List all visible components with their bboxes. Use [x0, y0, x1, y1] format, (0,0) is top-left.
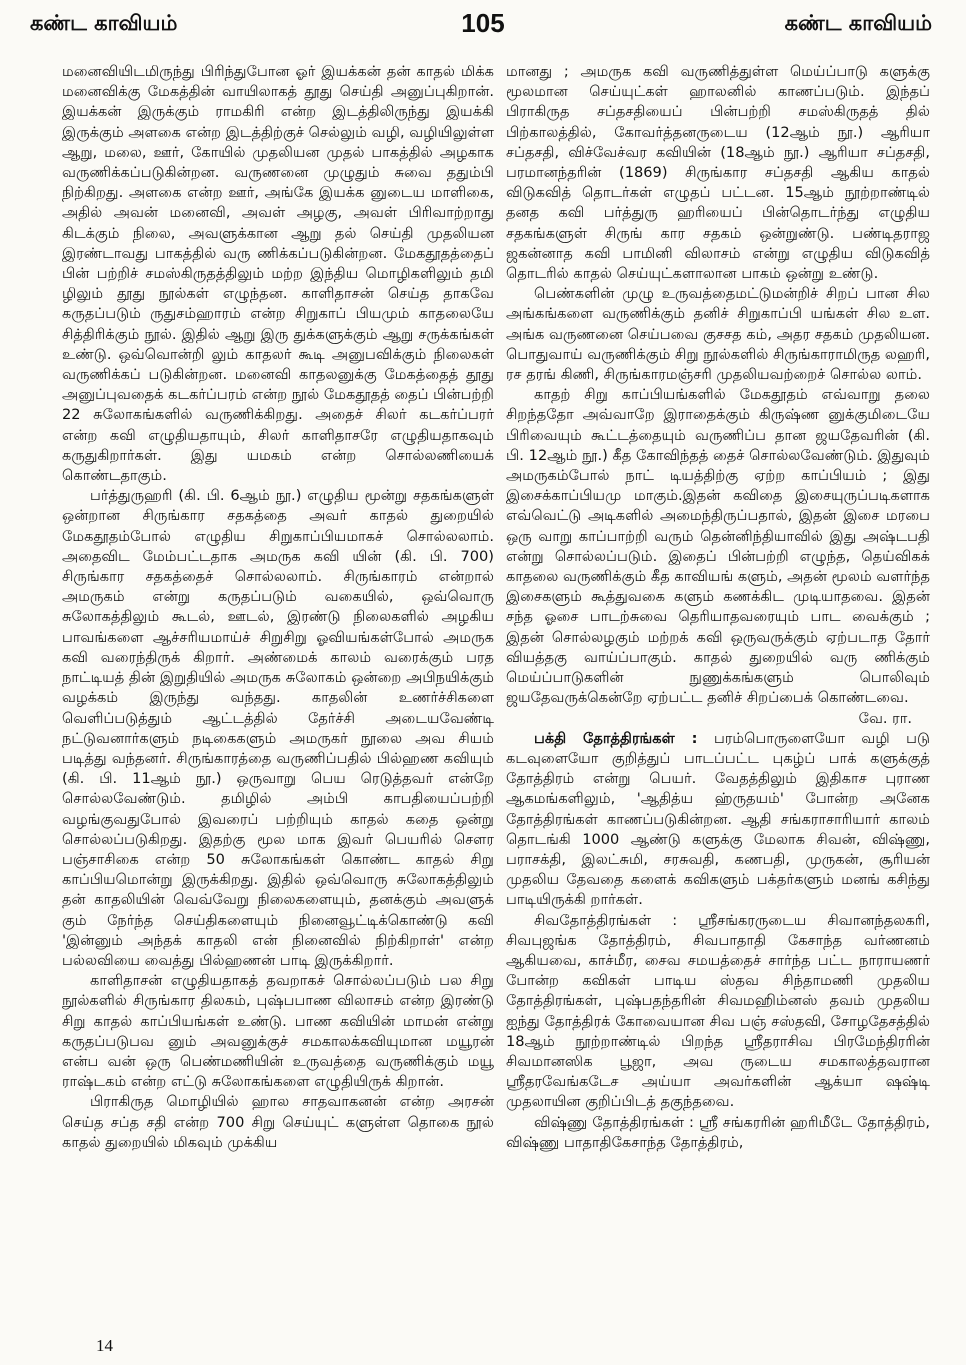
section-paragraph	[506, 729, 930, 911]
paragraph: மானது ; அமருக கவி வருணித்துள்ள மெய்ப்பாடு களுக்கு மூலமான செய்யுட்கள் ஹாலனில் காணப்படும். இந்தப் பிராகிருத சப்தசதியைப் பின்பற்றி சமஸ்கிருதத் தில் பிற்காலத்தில், கோவர்த்தனருடைய (12ஆம் நூ.) ஆரியா சப்தசதி, விச்வேச்வர கவியின் (18ஆம் நூ.) ஆரியா சப்தசதி, பரமானந்தரின் (1869) சிருங்கார சப்தசதி ஆகிய காதல் விடுகவித் தொடர்கள் எழுதப் பட்டன. 15ஆம் நூற்றாண்டில் தனத கவி பர்த்துரு ஹரியைப் பின்தொடர்ந்து எழுதிய சதகங்களுள் சிருங் கார சதகம் ஒன்றுண்டு. பண்டிதராஜ ஜகன்னாத கவி பாமினி விலாசம் என்று எழுதிய விடுகவித் தொடரில் காதல் செய்யுட்களாலான பாகம் ஒன்று உண்டு.	[506, 63, 930, 283]
left-column	[62, 62, 494, 1324]
paragraph: பர்த்துருஹரி (கி. பி. 6ஆம் நூ.) எழுதிய மூன்று சதகங்களுள் ஒன்றான சிருங்கார சதகத்தை அவர் காதல் துறையில் மேகதூதம்போல் எழுதிய சிறுகாப்பியமாகச் சொல்லலாம். அதைவிட மேம்பட்டதாக அமருக கவி யின் (கி. பி. 700) சிருங்கார சதகத்தைச் சொல்லலாம். சிருங்காரம் என்றால் அமருகம் என்று கருதப்படும் வகையில், ஒவ்வொரு சுலோகத்திலும் கூடல், ஊடல், இரண்டு நிலைகளில் அழகிய பாவங்களை ஆச்சரியமாய்ச் சிறுசிறு ஓவியங்கள்போல் அமருக கவி வரைந்திருக் கிறார். அண்மைக் காலம் வரைக்கும் பரத நாட்டியத் தின் இறுதியில் அமருக சுலோகம் ஒன்றை அபிநயிக்கும் வழக்கம் இருந்து வந்தது. காதலின் உணர்ச்சிகளை வெளிப்படுத்தும் ஆட்டத்தில் தேர்ச்சி அடையவேண்டி நட்டுவனார்களும் நடிகைகளும் அமருகர் நூலை அவ சியம் படித்து வந்தனர். சிருங்காரத்தை வருணிப்பதில் பில்ஹண கவியும் (கி. பி. 11ஆம் நூ.) ஒருவாறு பெய ரெடுத்தவர் என்றே சொல்லவேண்டும். தமிழில் அம்பி காபதியைப்பற்றி வழங்குவதுபோல் இவரைப் பற்றியும் காதல் கதை ஒன்று சொல்லப்படுகிறது. இதற்கு மூல மாக இவர் பெயரில் சௌர பஞ்சாசிகை என்ற 50 சுலோகங்கள் கொண்ட காதல் சிறு காப்பியமொன்று இருக்கிறது. இதில் ஒவ்வொரு சுலோகத்திலும் தன் காதலியின் வெவ்வேறு நிலைகளையும், தனக்கும் அவளுக் கும் நேர்ந்த செய்திகளையும் நினைவூட்டிக்கொண்டு கவி 'இன்னும் அந்தக் காதலி என் நினைவில் நிற்கிறாள்' என்ற பல்லவியை வைத்து பில்ஹணன் பாடி இருக்கிறார்.	[62, 487, 494, 969]
paragraph: காளிதாசன் எழுதியதாகத் தவறாகச் சொல்லப்படும் பல சிறு நூல்களில் சிருங்கார திலகம், புஷ்பபாண விலாசம் என்ற இரண்டு சிறு காதல் காப்பியங்கள் உண்டு. பாண கவியின் மாமன் என்று கருதப்படுபவ னும் அவனுக்குச் சமகாலக்கவியுமான மயூரன் என்ப வன் ஒரு பெண்மணியின் உருவத்தை வருணிக்கும் மயூ ராஷ்டகம் என்ற எட்டு சுலோகங்களை எழுதியிருக் கிறான்.	[62, 972, 494, 1091]
paragraph: சிவதோத்திரங்கள் : ஸ்ரீசங்கரருடைய சிவானந்தலகரி, சிவபுஜங்க தோத்திரம், சிவபாதாதி கேசாந்த வர்ணனம் ஆகியவை, காச்மீர, சைவ சமயத்தைச் சார்ந்த பட்ட நாராயணர் போன்ற கவிகள் பாடிய ஸ்தவ சிந்தாமணி முதலிய தோத்திரங்கள், புஷ்பதந்தரின் சிவமஹிம்னஸ் தவம் முதலிய ஐந்து தோத்திரக் கோவையான சிவ பஞ் சஸ்தவி, சோழதேசத்தில் 18ஆம் நூற்றாண்டில் பிறந்த ஸ்ரீதராசிவ பிரமேந்திரரின் சிவமானஸிக பூஜா, அவ ருடைய சமகாலத்தவரான ஸ்ரீதரவேங்கடேச அய்யா அவர்களின் ஆக்யா ஷஷ்டி முதலாயின குறிப்பிடத் தகுந்தவை.	[506, 911, 930, 1111]
paragraph: காதற் சிறு காப்பியங்களில் மேகதூதம் எவ்வாறு தலை சிறந்ததோ அவ்வாறே இராதைக்கும் கிருஷ்ண னுக்குமிடையே பிரிவையும் கூட்டத்தையும் வருணிப்ப தான ஜயதேவரின் (கி. பி. 12ஆம் நூ.) கீத கோவிந்தத் தைச் சொல்லவேண்டும். இதுவும் அமருகம்போல் நாட் டியத்திற்கு ஏற்ற காப்பியம் ; இது இசைக்காப்பியமு மாகும்.இதன் கவிதை இசையுருப்படிகளாக எவ்வெட்டு அடிகளில் அமைந்திருப்பதால், இதன் இசை மரபை ஒரு வாறு காப்பாற்றி வரும் தென்னிந்தியாவில் இது அஷ்டபதி என்று சொல்லப்படும். இதைப் பின்பற்றி எழுந்த, தெய்விகக் காதலை வருணிக்கும் கீத காவியங் களும், அதன் மூலம் வளர்ந்த இசைகளும் கூத்துவகை களும் கணக்கிட முடியாதவை. இதன் சந்த ஓசை பாடற்சுவை தெரியாதவரையும் பாட வைக்கும் ; இதன் சொல்லழகும் மற்றக் கவி ஒருவருக்கும் ஏற்படாத தோர் வியத்தகு வாய்ப்பாகும். காதல் துறையில் வரு ணிக்கும் மெய்ப்பாடுகளின் நுணுக்கங்களும் பொலிவும் ஜயதேவருக்கென்றே ஏற்பட்ட தனிச் சிறப்பைக் கொண்டவை.	[506, 386, 930, 707]
header-right-title: கண்ட காவியம்	[784, 10, 932, 35]
page-header	[0, 8, 966, 48]
page-number: 105	[461, 8, 505, 38]
author-signature: வே. ரா.	[858, 709, 912, 727]
paragraph: பிராகிருத மொழியில் ஹால சாதவாகனன் என்ற அரசன் செய்த சப்த சதி என்ற 700 சிறு செய்யுட் களுள்ள தொகை நூல் காதல் துறையில் மிகவும் முக்கிய	[62, 1093, 494, 1151]
right-column	[506, 62, 930, 1324]
header-left-title: கண்ட காவியம்	[30, 10, 178, 35]
paragraph-text: பரம்பொருளையோ வழி படு கடவுளையோ குறித்துப் பாடப்பட்ட புகழ்ப் பாக் களுக்குத் தோத்திரம் என்று பெயர். வேதத்திலும் இதிகாச புராண ஆகமங்களிலும், 'ஆதித்ய ஹ்ருதயம்' போன்ற அனேக தோத்திரங்கள் காணப்படுகின்றன. ஆதி சங்கராசாரியார் காலம் தொடங்கி 1000 ஆண்டு களுக்கு மேலாக சிவன், விஷ்ணு, பராசக்தி, இலட்சுமி, சரசுவதி, கணபதி, முருகன், சூரியன் முதலிய தேவதை களைக் கவிகளும் பக்தர்களும் மனங் கசிந்து பாடியிருக்கி றார்கள்.	[506, 729, 930, 909]
paragraph: விஷ்ணு தோத்திரங்கள் : ஸ்ரீ சங்கரரின் ஹரிமீடே தோத்திரம், விஷ்ணு பாதாதிகேசாந்த தோத்திரம்,	[506, 1113, 930, 1151]
section-heading: பக்தி தோத்திரங்கள் :	[534, 729, 698, 747]
paragraph: மனைவியிடமிருந்து பிரிந்துபோன ஓர் இயக்கன் தன் காதல் மிக்க மனைவிக்கு மேகத்தின் வாயிலாகத் தூது செய்தி அனுப்புகிறான். இயக்கன் இருக்கும் ராமகிரி என்ற இடத்திலிருந்து இயக்கி இருக்கும் அளகை என்ற இடத்திற்குச் செல்லும் வழி, வழியிலுள்ள ஆறு, மலை, ஊர், கோயில் முதலியன முதல் பாகத்தில் அழகாக வருணிக்கப்படுகின்றன. வருணனை முழுதும் சுவை ததும்பி நிற்கிறது. அளகை என்ற ஊர், அங்கே இயக்க னுடைய மாளிகை, அதில் அவன் மனைவி, அவள் அழகு, அவள் பிரிவாற்றாது கிடக்கும் நிலை, அவளுக்கான ஆறு தல் செய்தி முதலியன இரண்டாவது பாகத்தில் வரு ணிக்கப்படுகின்றன. மேகதூதத்தைப் பின் பற்றிச் சமஸ்கிருதத்திலும் மற்ற இந்திய மொழிகளிலும் தமி ழிலும் தூது நூல்கள் எழுந்தன. காளிதாசன் செய்த தாகவே கருதப்படும் ருதுசம்ஹாரம் என்ற சிறுகாப் பியமும் காதலையே சித்திரிக்கும் நூல். இதில் ஆறு இரு துக்களுக்கும் ஆறு சருக்கங்கள் உண்டு. ஒவ்வொன்றி லும் காதலர் கூடி அனுபவிக்கும் நிலைகள் வருணிக்கப் படுகின்றன. மனைவி காதலனுக்கு மேகத்தைத் தூது அனுப்புவதைக் கடகர்ப்பரம் என்ற நூல் மேகதூதத் தைப் பின்பற்றி 22 சுலோகங்களில் வருணிக்கிறது. அதைச் சிலர் கடகர்ப்பரர் என்ற கவி எழுதியதாயும், சிலர் காளிதாசரே எழுதியதாகவும் கருதுகிறார்கள். இது யமகம் என்ற சொல்லணியைக் கொண்டதாகும்.	[62, 63, 494, 485]
paragraph: பெண்களின் முழு உருவத்தைமட்டுமன்றிச் சிறப் பான சில அங்கங்களை வருணிக்கும் தனிச் சிறுகாப்பி யங்கள் சில உள. அங்க வருணனை செய்பவை குசசத கம், அதர சதகம் முதலியன. பொதுவாய் வருணிக்கும் சிறு நூல்களில் சிருங்காராமிருத லஹரி, ரச தரங் கிணி, சிருங்காரமஞ்சரி முதலியவற்றைச் சொல்ல லாம்.	[506, 285, 930, 384]
footer-page-number: 14	[96, 1336, 113, 1355]
